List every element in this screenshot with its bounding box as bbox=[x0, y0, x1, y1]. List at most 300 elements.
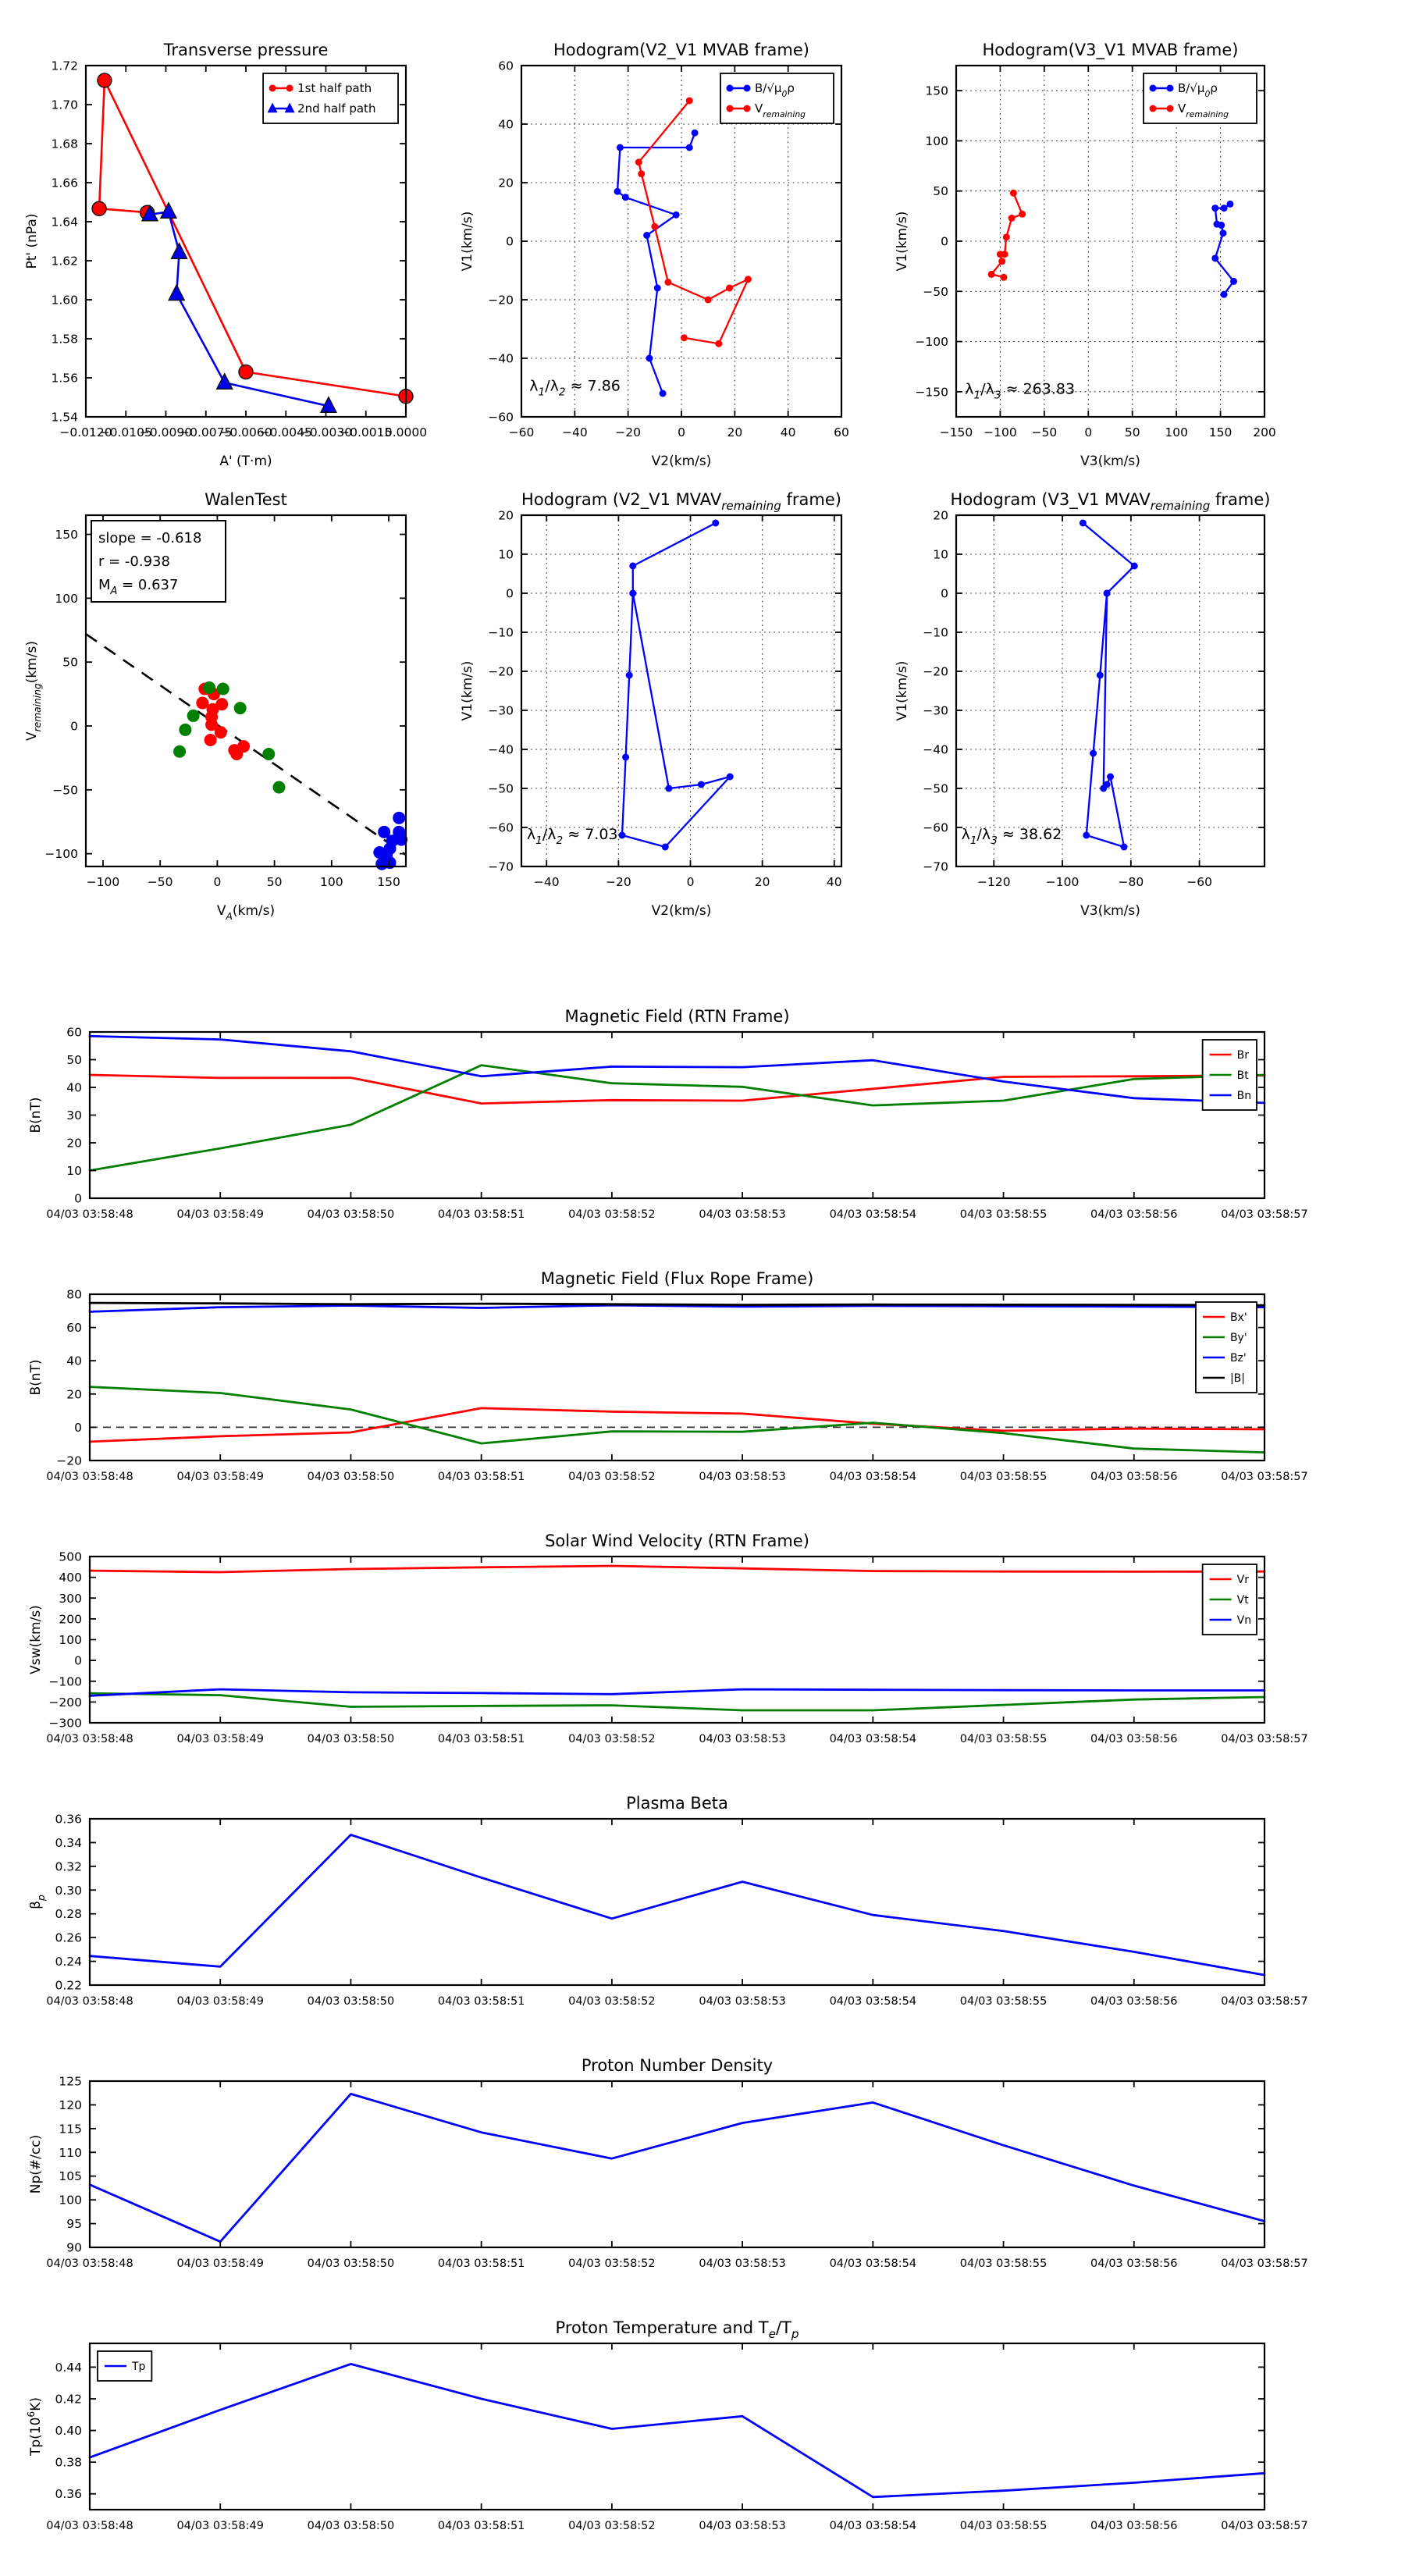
legend-label: Vt bbox=[1236, 1594, 1249, 1606]
point-marker bbox=[715, 340, 722, 347]
y-tick-label: 125 bbox=[59, 2074, 82, 2089]
y-tick-label: 0.28 bbox=[55, 1907, 82, 1922]
point-marker bbox=[1221, 291, 1228, 298]
axis-ticks bbox=[956, 515, 1264, 866]
y-tick-label: 150 bbox=[925, 84, 948, 98]
point-marker bbox=[614, 188, 621, 195]
y-tick-label: 105 bbox=[59, 2169, 82, 2184]
y-tick-label: 1.56 bbox=[51, 371, 78, 386]
y-axis-label: B(nT) bbox=[28, 1359, 44, 1396]
title-hodogram-v3v1-mvav: Hodogram (V3_V1 $MVAV_{remaining}$ frame) bbox=[950, 490, 1271, 513]
y-tick-label: 0.24 bbox=[55, 1955, 82, 1969]
series-vr bbox=[90, 1566, 1264, 1572]
y-axis-label: $\beta_p$ bbox=[28, 1895, 47, 1909]
y-tick-label: 0 bbox=[74, 1653, 82, 1668]
point-marker bbox=[1218, 222, 1225, 229]
y-tick-label: 20 bbox=[66, 1387, 82, 1402]
axes-frame bbox=[956, 515, 1264, 866]
x-tick-label: 04/03 03:58:48 bbox=[46, 1471, 133, 1483]
legend bbox=[263, 73, 398, 123]
point-marker bbox=[626, 672, 633, 679]
y-tick-label: −40 bbox=[488, 351, 514, 366]
y-tick-label: −20 bbox=[923, 664, 948, 679]
title-walen-test: WalenTest bbox=[205, 490, 287, 509]
legend-label: Vr bbox=[1236, 1574, 1249, 1586]
point-marker bbox=[98, 73, 112, 87]
y-tick-label: −200 bbox=[48, 1695, 82, 1710]
x-tick-label: 0.0000 bbox=[384, 425, 428, 439]
series-mid-points bbox=[173, 681, 285, 794]
series-bt bbox=[90, 1066, 1264, 1171]
y-tick-label: 20 bbox=[498, 508, 514, 523]
axis-ticks bbox=[521, 515, 841, 866]
point-marker bbox=[1219, 229, 1226, 237]
x-tick-label: 04/03 03:58:50 bbox=[307, 1471, 395, 1483]
panel-hodogram-v3v1-mvav bbox=[895, 490, 1270, 919]
y-tick-label: 150 bbox=[55, 528, 78, 543]
point-marker bbox=[622, 194, 629, 201]
x-tick-label: −80 bbox=[1118, 875, 1144, 889]
x-tick-label: 04/03 03:58:53 bbox=[699, 2520, 786, 2532]
legend-label: |B| bbox=[1229, 1372, 1246, 1385]
y-tick-label: −30 bbox=[488, 703, 514, 718]
point-marker bbox=[660, 390, 667, 397]
point-marker bbox=[643, 232, 650, 239]
point-marker bbox=[1097, 672, 1104, 679]
x-tick-label: 04/03 03:58:55 bbox=[959, 2258, 1048, 2270]
x-tick-label: 04/03 03:58:55 bbox=[959, 1471, 1048, 1483]
point-marker bbox=[654, 285, 661, 292]
y-tick-label: 20 bbox=[498, 176, 514, 190]
y-tick-label: 50 bbox=[933, 184, 948, 199]
x-tick-label: 04/03 03:58:57 bbox=[1221, 1208, 1308, 1221]
y-tick-label: 1.70 bbox=[51, 98, 78, 112]
y-tick-label: 1.62 bbox=[51, 254, 78, 269]
title-transverse-pressure: Transverse pressure bbox=[163, 41, 329, 59]
x-tick-label: 60 bbox=[834, 425, 849, 439]
x-tick-label: 20 bbox=[727, 425, 743, 439]
y-tick-label: −60 bbox=[488, 410, 514, 425]
legend bbox=[1144, 73, 1257, 123]
x-tick-label: 04/03 03:58:54 bbox=[829, 1733, 917, 1745]
x-tick-label: 04/03 03:58:54 bbox=[829, 2258, 917, 2270]
point-marker bbox=[997, 251, 1004, 258]
y-tick-label: −50 bbox=[52, 783, 78, 798]
y-axis-label: $Tp(10^6K)$ bbox=[26, 2396, 44, 2457]
x-tick-label: 04/03 03:58:53 bbox=[699, 1471, 786, 1483]
point-marker bbox=[1211, 205, 1218, 212]
series-np bbox=[90, 2094, 1264, 2241]
point-marker bbox=[673, 212, 680, 219]
axes-frame bbox=[90, 1557, 1264, 1723]
point-marker bbox=[217, 683, 229, 696]
legend-label: Tp bbox=[132, 2361, 146, 2373]
point-marker bbox=[664, 279, 671, 286]
panel-hodogram-v2v1-mvab bbox=[460, 41, 849, 469]
point-marker bbox=[1121, 844, 1128, 851]
x-tick-label: −20 bbox=[615, 425, 642, 439]
x-tick-label: −60 bbox=[1186, 875, 1212, 889]
y-tick-label: 0 bbox=[506, 586, 514, 601]
point-marker bbox=[646, 355, 653, 362]
x-tick-label: 04/03 03:58:48 bbox=[46, 2520, 133, 2532]
title-hodogram-v2v1-mvav: Hodogram (V2_V1 $MVAV_{remaining}$ frame) bbox=[521, 490, 841, 513]
point-marker bbox=[1150, 85, 1157, 92]
annotation: $\lambda_1/\lambda_2 \approx 7.03$ bbox=[526, 826, 618, 847]
y-tick-label: −20 bbox=[488, 293, 514, 308]
x-tick-label: 20 bbox=[754, 875, 770, 889]
series--b- bbox=[90, 1303, 1264, 1305]
y-tick-label: 0 bbox=[506, 234, 514, 249]
series-bz- bbox=[90, 1305, 1264, 1311]
x-tick-label: 04/03 03:58:56 bbox=[1090, 2258, 1178, 2270]
y-tick-label: −30 bbox=[923, 703, 948, 718]
y-tick-label: 200 bbox=[59, 1612, 82, 1627]
y-tick-label: 30 bbox=[66, 1108, 82, 1123]
title-proton-temperature: Proton Temperature and $T_e/T_p$ bbox=[555, 2318, 799, 2341]
x-tick-label: 04/03 03:58:52 bbox=[568, 1471, 656, 1483]
y-axis-label: V1(km/s) bbox=[460, 660, 475, 721]
y-tick-label: 50 bbox=[62, 655, 78, 670]
point-marker bbox=[1000, 274, 1007, 281]
x-tick-label: 04/03 03:58:49 bbox=[176, 1733, 264, 1745]
legend bbox=[1203, 1564, 1257, 1635]
y-tick-label: 1.66 bbox=[51, 176, 78, 190]
point-marker bbox=[262, 748, 275, 760]
y-tick-label: 1.64 bbox=[51, 215, 78, 229]
point-marker bbox=[629, 563, 636, 570]
triangle-marker bbox=[161, 203, 176, 219]
x-tick-label: 150 bbox=[377, 875, 400, 889]
y-tick-label: 1.72 bbox=[51, 59, 78, 73]
x-tick-label: 40 bbox=[780, 425, 796, 439]
y-tick-label: 0.44 bbox=[55, 2360, 82, 2375]
axes-frame bbox=[90, 1819, 1264, 1985]
stats-line: slope = -0.618 bbox=[98, 530, 202, 546]
panel-hodogram-v2v1-mvav bbox=[460, 490, 842, 919]
y-tick-label: 0 bbox=[74, 1191, 82, 1206]
legend bbox=[98, 2351, 151, 2381]
point-marker bbox=[1100, 785, 1107, 792]
x-tick-label: 04/03 03:58:51 bbox=[437, 1995, 525, 2008]
y-tick-label: 0.36 bbox=[55, 1812, 82, 1827]
panel-proton-temperature bbox=[26, 2318, 1308, 2532]
x-tick-label: 0 bbox=[678, 425, 685, 439]
x-tick-label: 04/03 03:58:54 bbox=[829, 1208, 917, 1221]
x-tick-label: 04/03 03:58:49 bbox=[176, 2258, 264, 2270]
x-tick-label: −0.0045 bbox=[259, 425, 312, 439]
legend bbox=[1196, 1302, 1257, 1393]
x-tick-label: −50 bbox=[147, 875, 173, 889]
y-tick-label: 100 bbox=[925, 133, 948, 148]
x-axis-label: V3(km/s) bbox=[1080, 454, 1140, 469]
point-marker bbox=[1167, 85, 1174, 92]
stats-line: r = -0.938 bbox=[98, 553, 170, 570]
y-tick-label: 50 bbox=[66, 1053, 82, 1067]
x-tick-label: 04/03 03:58:49 bbox=[176, 1208, 264, 1221]
panel-solar-wind-velocity bbox=[28, 1532, 1308, 1745]
y-tick-label: 10 bbox=[933, 547, 948, 562]
x-tick-label: 04/03 03:58:48 bbox=[46, 1995, 133, 2008]
x-tick-label: 04/03 03:58:50 bbox=[307, 1995, 395, 2008]
y-tick-label: −60 bbox=[923, 820, 948, 835]
x-tick-label: 04/03 03:58:56 bbox=[1090, 1995, 1178, 2008]
legend-label: $V_{remaining}$ bbox=[755, 101, 806, 119]
x-tick-label: 04/03 03:58:50 bbox=[307, 2258, 395, 2270]
series-tp bbox=[90, 2364, 1264, 2496]
x-tick-label: 04/03 03:58:50 bbox=[307, 1733, 395, 1745]
x-axis-label: $V_A(km/s)$ bbox=[216, 903, 276, 922]
x-tick-label: −40 bbox=[533, 875, 560, 889]
x-tick-label: 50 bbox=[266, 875, 283, 889]
x-tick-label: −0.0120 bbox=[59, 425, 112, 439]
x-tick-label: 04/03 03:58:56 bbox=[1090, 1208, 1178, 1221]
point-marker bbox=[215, 726, 227, 738]
axes-frame bbox=[90, 1032, 1264, 1198]
x-tick-label: 04/03 03:58:51 bbox=[437, 1208, 525, 1221]
y-tick-label: 60 bbox=[66, 1025, 82, 1040]
y-tick-label: −100 bbox=[915, 335, 948, 350]
point-marker bbox=[1080, 520, 1087, 527]
y-tick-label: 1.68 bbox=[51, 137, 78, 151]
x-tick-label: 04/03 03:58:49 bbox=[176, 1995, 264, 2008]
x-tick-label: 04/03 03:58:52 bbox=[568, 1208, 656, 1221]
point-marker bbox=[651, 223, 658, 230]
x-tick-label: 04/03 03:58:50 bbox=[307, 1208, 395, 1221]
y-tick-label: 0.36 bbox=[55, 2487, 82, 2502]
series-outward-points bbox=[373, 812, 407, 870]
triangle-marker bbox=[217, 374, 233, 390]
x-tick-label: 04/03 03:58:57 bbox=[1221, 1733, 1308, 1745]
x-tick-label: 04/03 03:58:49 bbox=[176, 2520, 264, 2532]
x-tick-label: −120 bbox=[976, 875, 1011, 889]
y-tick-label: 300 bbox=[59, 1591, 82, 1606]
point-marker bbox=[272, 781, 285, 794]
legend-label: Bt bbox=[1236, 1069, 1249, 1082]
x-tick-label: −100 bbox=[1045, 875, 1080, 889]
grid bbox=[956, 515, 1264, 866]
x-tick-label: 04/03 03:58:56 bbox=[1090, 1733, 1178, 1745]
point-marker bbox=[205, 734, 217, 746]
x-tick-label: 200 bbox=[1253, 425, 1276, 439]
point-marker bbox=[234, 702, 247, 714]
series-bn bbox=[90, 1036, 1264, 1103]
y-axis-label: B(nT) bbox=[28, 1097, 44, 1133]
legend-label: 2nd half path bbox=[297, 101, 376, 116]
point-marker bbox=[1107, 774, 1114, 781]
legend bbox=[1203, 1040, 1257, 1110]
x-tick-label: 100 bbox=[320, 875, 343, 889]
point-marker bbox=[196, 697, 208, 710]
y-tick-label: 120 bbox=[59, 2097, 82, 2112]
panel-hodogram-v3v1-mvab bbox=[895, 41, 1276, 469]
point-marker bbox=[727, 85, 734, 92]
point-marker bbox=[686, 98, 693, 105]
x-tick-label: 150 bbox=[1208, 425, 1232, 439]
title-magnetic-field-fluxrope: Magnetic Field (Flux Rope Frame) bbox=[540, 1269, 814, 1288]
panel-magnetic-field-rtn bbox=[28, 1007, 1308, 1221]
stats-line: $M_A = 0.637$ bbox=[98, 577, 179, 597]
y-tick-label: 0.34 bbox=[55, 1835, 82, 1850]
panel-proton-number-density bbox=[28, 2056, 1308, 2270]
y-tick-label: −70 bbox=[488, 859, 514, 874]
series-vt bbox=[90, 1693, 1264, 1710]
annotation: $\lambda_1/\lambda_3 \approx 263.83$ bbox=[965, 380, 1076, 402]
y-tick-label: 40 bbox=[498, 117, 514, 132]
legend-label: $B/√\mu_0\rho$ bbox=[1178, 81, 1218, 99]
y-tick-label: 80 bbox=[66, 1287, 82, 1302]
title-solar-wind-velocity: Solar Wind Velocity (RTN Frame) bbox=[545, 1532, 809, 1550]
x-tick-label: 04/03 03:58:53 bbox=[699, 1733, 786, 1745]
y-tick-label: 0.26 bbox=[55, 1930, 82, 1945]
series-by- bbox=[90, 1387, 1264, 1453]
title-plasma-beta: Plasma Beta bbox=[626, 1794, 728, 1813]
legend-label: Bz' bbox=[1229, 1352, 1247, 1364]
point-marker bbox=[1221, 205, 1228, 212]
x-tick-label: −0.0060 bbox=[219, 425, 272, 439]
y-tick-label: 60 bbox=[498, 59, 514, 73]
x-tick-label: −0.0015 bbox=[340, 425, 393, 439]
legend-label: By' bbox=[1229, 1332, 1247, 1344]
point-marker bbox=[1003, 233, 1010, 240]
x-tick-label: 50 bbox=[1124, 425, 1140, 439]
x-tick-label: 04/03 03:58:56 bbox=[1090, 2520, 1178, 2532]
y-tick-label: 20 bbox=[933, 508, 948, 523]
y-tick-label: −50 bbox=[923, 284, 948, 299]
point-marker bbox=[1010, 190, 1017, 197]
x-tick-label: 04/03 03:58:57 bbox=[1221, 1471, 1308, 1483]
point-marker bbox=[686, 144, 693, 151]
y-tick-label: 40 bbox=[66, 1354, 82, 1368]
y-tick-label: −50 bbox=[488, 781, 514, 796]
y-tick-label: 60 bbox=[66, 1321, 82, 1336]
axis-ticks bbox=[90, 2081, 1264, 2247]
x-tick-label: 04/03 03:58:56 bbox=[1090, 1471, 1178, 1483]
y-axis-label: Vsw(km/s) bbox=[28, 1605, 44, 1674]
point-marker bbox=[681, 334, 688, 341]
x-tick-label: 04/03 03:58:51 bbox=[437, 2520, 525, 2532]
y-tick-label: 100 bbox=[59, 2193, 82, 2208]
point-marker bbox=[629, 590, 636, 597]
x-tick-label: 04/03 03:58:54 bbox=[829, 1471, 917, 1483]
y-tick-label: 0 bbox=[70, 719, 78, 734]
x-tick-label: 04/03 03:58:52 bbox=[568, 2258, 656, 2270]
x-tick-label: 04/03 03:58:54 bbox=[829, 2520, 917, 2532]
y-tick-label: 20 bbox=[66, 1136, 82, 1151]
y-tick-label: −50 bbox=[923, 781, 948, 796]
point-marker bbox=[744, 105, 751, 112]
grid bbox=[521, 515, 841, 866]
x-tick-label: −50 bbox=[1031, 425, 1058, 439]
y-tick-label: 0.22 bbox=[55, 1978, 82, 1993]
y-tick-label: −10 bbox=[488, 625, 514, 640]
panel-transverse-pressure bbox=[24, 41, 427, 469]
series-v-remaining-hodogram bbox=[1080, 520, 1138, 851]
point-marker bbox=[393, 812, 405, 824]
y-tick-label: 90 bbox=[66, 2240, 82, 2255]
x-tick-label: 04/03 03:58:48 bbox=[46, 1208, 133, 1221]
y-tick-label: −20 bbox=[56, 1453, 82, 1468]
series-vn bbox=[90, 1689, 1264, 1695]
y-tick-label: 40 bbox=[66, 1080, 82, 1095]
x-tick-label: −40 bbox=[561, 425, 588, 439]
y-tick-label: 0 bbox=[74, 1420, 82, 1435]
axis-ticks bbox=[90, 1032, 1264, 1198]
x-axis-label: A' (T·m) bbox=[219, 454, 272, 469]
point-marker bbox=[239, 365, 253, 379]
y-tick-label: −40 bbox=[488, 742, 514, 757]
x-tick-label: 04/03 03:58:50 bbox=[307, 2520, 395, 2532]
x-tick-label: −100 bbox=[86, 875, 120, 889]
x-tick-label: 0 bbox=[1084, 425, 1093, 439]
x-axis-label: V2(km/s) bbox=[651, 454, 712, 469]
y-tick-label: 100 bbox=[59, 1633, 82, 1647]
y-tick-label: 1.58 bbox=[51, 332, 78, 347]
x-tick-label: −0.0105 bbox=[99, 425, 152, 439]
point-marker bbox=[635, 158, 642, 165]
point-marker bbox=[727, 105, 734, 112]
y-tick-label: 0.38 bbox=[55, 2455, 82, 2470]
legend-label: $B/√\mu_0\rho$ bbox=[755, 81, 795, 99]
point-marker bbox=[187, 710, 200, 722]
y-tick-label: 10 bbox=[66, 1164, 82, 1178]
x-tick-label: 04/03 03:58:51 bbox=[437, 2258, 525, 2270]
y-tick-label: 0 bbox=[941, 234, 948, 249]
x-tick-label: 04/03 03:58:53 bbox=[699, 1995, 786, 2008]
point-marker bbox=[698, 781, 705, 788]
y-tick-label: −300 bbox=[48, 1716, 82, 1731]
x-tick-label: 40 bbox=[826, 875, 842, 889]
y-tick-label: −60 bbox=[488, 820, 514, 835]
point-marker bbox=[1083, 832, 1090, 839]
x-tick-label: 04/03 03:58:55 bbox=[959, 1733, 1048, 1745]
series-beta-p bbox=[90, 1835, 1264, 1976]
x-tick-label: 0 bbox=[213, 875, 222, 889]
point-marker bbox=[745, 276, 752, 283]
y-axis-label: V1(km/s) bbox=[895, 660, 910, 721]
point-marker bbox=[744, 85, 751, 92]
point-marker bbox=[998, 258, 1005, 265]
y-tick-label: −70 bbox=[923, 859, 948, 874]
x-tick-label: −100 bbox=[984, 425, 1017, 439]
point-marker bbox=[692, 130, 699, 137]
point-marker bbox=[1167, 105, 1174, 112]
point-marker bbox=[237, 740, 250, 753]
point-marker bbox=[1150, 105, 1157, 112]
legend-label: $V_{remaining}$ bbox=[1178, 101, 1229, 119]
x-tick-label: 04/03 03:58:55 bbox=[959, 1995, 1048, 2008]
y-axis-label: Np(#/cc) bbox=[28, 2134, 44, 2194]
triangle-marker bbox=[169, 285, 184, 301]
axes-frame bbox=[521, 515, 841, 866]
y-tick-label: 1.60 bbox=[51, 293, 78, 308]
x-tick-label: 0 bbox=[686, 875, 695, 889]
x-tick-label: 04/03 03:58:57 bbox=[1221, 2258, 1308, 2270]
point-marker bbox=[617, 144, 624, 151]
point-marker bbox=[988, 271, 995, 278]
x-tick-label: −0.0075 bbox=[180, 425, 233, 439]
annotation: $\lambda_1/\lambda_3 \approx 38.62$ bbox=[961, 826, 1062, 847]
y-tick-label: −10 bbox=[923, 625, 948, 640]
point-marker bbox=[1008, 215, 1016, 222]
panel-plasma-beta bbox=[28, 1794, 1308, 2008]
x-tick-label: 04/03 03:58:52 bbox=[568, 1995, 656, 2008]
point-marker bbox=[705, 297, 712, 304]
point-marker bbox=[712, 520, 719, 527]
x-tick-label: 04/03 03:58:57 bbox=[1221, 2520, 1308, 2532]
y-tick-label: 1.54 bbox=[51, 410, 78, 425]
point-marker bbox=[622, 754, 629, 761]
